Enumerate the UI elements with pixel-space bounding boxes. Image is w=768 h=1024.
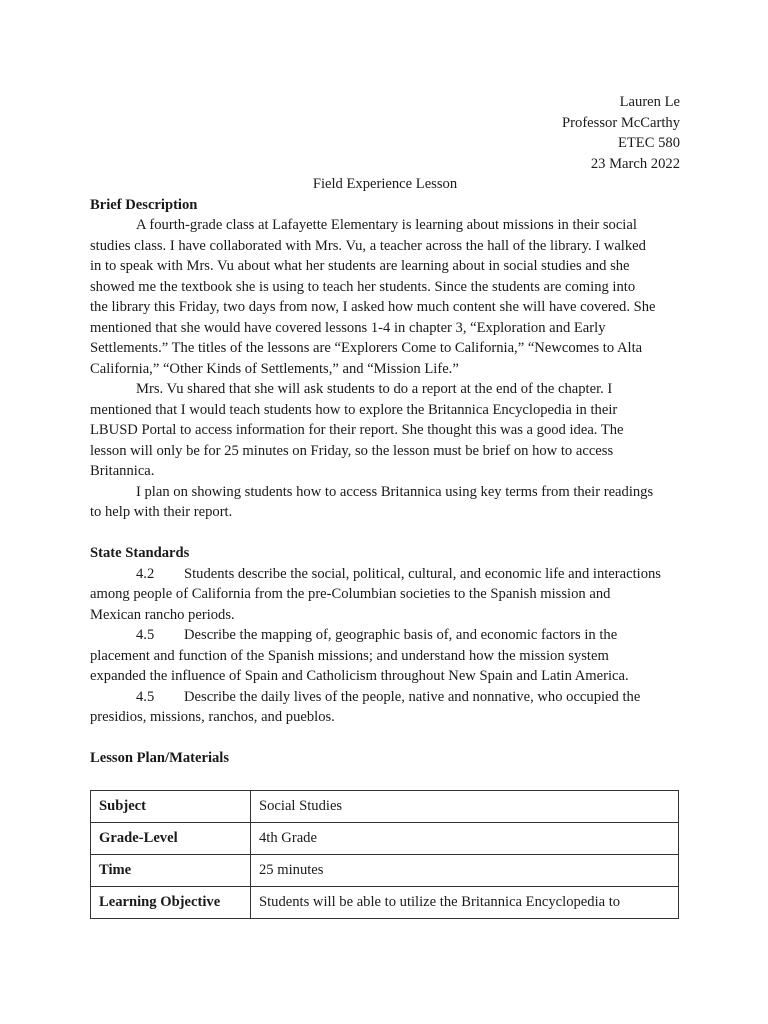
row-label: Time <box>91 855 251 887</box>
paragraph-line: Britannica. <box>90 463 155 479</box>
paragraph-line: lesson will only be for 25 minutes on Friday, so the lesson must be brief on how to access <box>90 442 614 459</box>
standard-line <box>90 564 680 585</box>
standard-line: expanded the influence of Spain and Catholicism throughout New Spain and Latin America. <box>90 668 629 684</box>
document-page <box>90 92 680 769</box>
paragraph-line: showed me the textbook she is using to teach her students. Since the students are coming into <box>90 278 636 295</box>
table-row <box>91 887 679 919</box>
document-date: 23 March 2022 <box>590 155 680 172</box>
row-label: Grade-Level <box>91 823 251 855</box>
spacer <box>90 728 680 749</box>
row-value: Social Studies <box>251 791 679 823</box>
paragraph-line: studies class. I have collaborated with Mrs. Vu, a teacher across the hall of the library. I walked <box>90 237 646 254</box>
standard-line: among people of California from the pre-Columbian societies to the Spanish mission and <box>90 586 611 602</box>
standard-text: Describe the daily lives of the people, native and nonnative, who occupied the <box>184 688 641 705</box>
lesson-plan-heading: Lesson Plan/Materials <box>90 750 230 766</box>
brief-description-heading: Brief Description <box>90 196 198 213</box>
row-label: Learning Objective <box>91 887 251 919</box>
paragraph-line: I plan on showing students how to access Britannica using key terms from their readings <box>136 483 654 500</box>
paragraph-line: mentioned that I would teach students how to explore the Britannica Encyclopedia in their <box>90 401 618 418</box>
standard-line: Mexican rancho periods. <box>90 606 235 623</box>
paragraph-line: to help with their report. <box>90 504 233 520</box>
standard-line: placement and function of the Spanish missions; and understand how the mission system <box>90 647 609 664</box>
paragraph-line: mentioned that she would have covered lessons 1-4 in chapter 3, “Exploration and Early <box>90 319 606 336</box>
standard-text: Describe the mapping of, geographic basis of, and economic factors in the <box>184 627 618 643</box>
row-label: Subject <box>91 791 251 823</box>
paragraph-line: A fourth-grade class at Lafayette Elementary is learning about missions in their social <box>136 217 637 233</box>
row-value: 4th Grade <box>251 823 679 855</box>
paragraph-line: LBUSD Portal to access information for their report. She thought this was a good idea. The <box>90 422 624 438</box>
table-row <box>91 791 679 823</box>
standard-line: presidios, missions, ranchos, and pueblos. <box>90 709 335 725</box>
standard-number: 4.5 <box>136 688 155 705</box>
lesson-plan-table <box>90 790 679 919</box>
row-value: Students will be able to utilize the Britannica Encyclopedia to <box>251 887 679 919</box>
spacer <box>90 523 680 544</box>
paragraph-line: Settlements.” The titles of the lessons are “Explorers Come to California,” “Newcomes to Alta <box>90 340 643 356</box>
standard-line <box>90 687 680 708</box>
table-row <box>91 855 679 887</box>
author-name: Lauren Le <box>619 94 680 110</box>
paragraph-line: in to speak with Mrs. Vu about what her students are learning about in social studies and she <box>90 258 630 274</box>
course-code: ETEC 580 <box>617 135 680 151</box>
standard-line <box>90 625 680 646</box>
paragraph-line: the library this Friday, two days from now, I asked how much content she will have covered. She <box>90 299 656 315</box>
table-row <box>91 823 679 855</box>
standard-text: Students describe the social, political, cultural, and economic life and interactions <box>184 565 661 582</box>
state-standards-heading: State Standards <box>90 545 190 561</box>
standard-number: 4.2 <box>136 565 155 582</box>
paragraph-line: California,” “Other Kinds of Settlements,” and “Mission Life.” <box>90 360 459 377</box>
row-value: 25 minutes <box>251 855 679 887</box>
document-title: Field Experience Lesson <box>312 176 458 192</box>
standard-number: 4.5 <box>136 627 155 643</box>
paragraph-line: Mrs. Vu shared that she will ask students to do a report at the end of the chapter. I <box>136 381 613 397</box>
professor-name: Professor McCarthy <box>562 114 680 131</box>
